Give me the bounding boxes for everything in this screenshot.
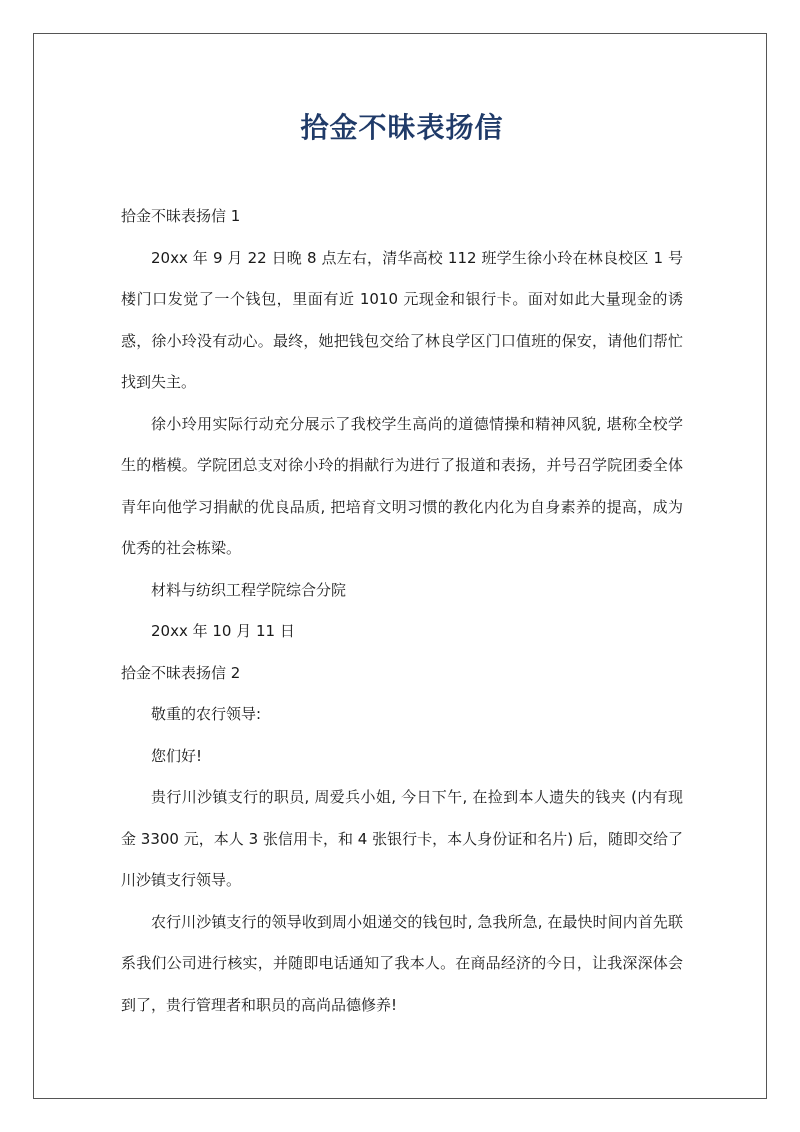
greeting: 您们好! xyxy=(151,746,203,765)
salutation: 敬重的农行领导: xyxy=(151,705,262,723)
body-paragraph: 20xx 年 9 月 22 日晚 8 点左右，清华高校 112 班学生徐小玲在林良校区 1 号楼门口发觉了一个钱包，里面有近 1010 元现金和银行卡。面对如此大量现金的诱惑，徐小玲没有动心。最终，她把钱包交给了林良学区门口值班的保安，请他们帮忙找到失主。 xyxy=(121,248,683,391)
body-paragraph: 农行川沙镇支行的领导收到周小姐递交的钱包时, 急我所急, 在最快时间内首先联系我们公司进行核实，并随即电话通知了我本人。在商品经济的今日，让我深深体会到了，贵行管理者和职员的高尚品德修养! xyxy=(121,912,683,1014)
document-title: 拾金不昧表扬信 xyxy=(300,111,504,144)
body-paragraph: 贵行川沙镇支行的职员, 周爱兵小姐, 今日下午, 在捡到本人遗失的钱夹 (内有现金 3300 元，本人 3 张信用卡，和 4 张银行卡，本人身份证和名片) 后，随即交给了川沙镇支行领导。 xyxy=(121,788,683,889)
letter-heading-1: 拾金不昧表扬信 1 xyxy=(121,207,241,225)
signature-date: 20xx 年 10 月 11 日 xyxy=(151,622,295,640)
body-paragraph: 徐小玲用实际行动充分展示了我校学生高尚的道德情操和精神风貌, 堪称全校学生的楷模。学院团总支对徐小玲的捐献行为进行了报道和表扬，并号召学院团委全体青年向他学习捐献的优良品质, 把培育文明习惯的教化内化为自身素养的提高，成为优秀的社会栋梁。 xyxy=(121,414,683,557)
document-body xyxy=(121,104,683,1026)
letter-heading-2: 拾金不昧表扬信 2 xyxy=(121,663,241,682)
signature-organization: 材料与纺织工程学院综合分院 xyxy=(151,580,347,599)
